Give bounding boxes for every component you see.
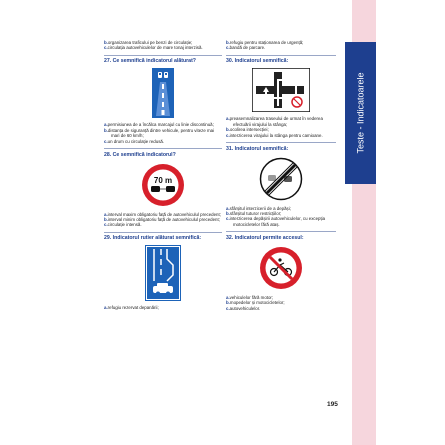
answer-option: b.refugiu pentru staționarea de urgență;	[226, 40, 304, 45]
separator	[104, 55, 222, 56]
answer-option: a.sfârșitul interzicerii de a depăși;	[226, 205, 291, 211]
answer-option: c.circulația autovehiculelor de mare tonaj interzisă.	[104, 45, 203, 51]
page-number: 195	[327, 401, 338, 408]
separator	[226, 231, 336, 232]
answer-option: c.interzicerea virajului la stânga pentru camioane.	[226, 132, 323, 138]
answer-option: a.vehiculelor fără motor;	[226, 294, 274, 300]
sign-distance-text: 70 m	[153, 175, 173, 185]
separator	[104, 148, 222, 149]
sign-q29	[104, 245, 222, 301]
answer-option: b.mopedelor și motocicletelor;	[226, 300, 285, 306]
separator	[104, 232, 222, 233]
sign-q27	[104, 68, 222, 118]
answer-option: a.preasemnalizarea traseului de urmat în vederea efectuării virajului la stânga;	[226, 116, 323, 127]
answer-option: b.interval minim obligatoriu față de autovehiculul precedent;	[104, 217, 220, 223]
end-no-overtaking-sign-icon	[258, 156, 304, 202]
question-title: 28. Ce semnifică indicatorul?	[104, 151, 176, 158]
separator	[226, 55, 336, 56]
separator	[226, 142, 336, 143]
answer-option: c.autovehiculelor.	[226, 305, 261, 311]
question-title: 30. Indicatorul semnifică:	[226, 58, 289, 65]
sign-q32	[226, 245, 336, 291]
no-motorcycles-sign-icon	[258, 245, 304, 291]
answer-option: a.permisiunea de a încălca marcajul cu linie discontinuă;	[104, 122, 214, 128]
answer-option: b.ocolirea intersecției;	[226, 127, 269, 133]
right-column	[226, 40, 336, 311]
answer-option: a.interval maxim obligatoriu față de autovehiculul precedent;	[104, 211, 221, 217]
answer-option: b.organizarea traficului pe benzi de circulație;	[104, 40, 193, 45]
route-diagram-sign-icon	[252, 68, 310, 112]
answer-option: a.refugiu rezervat depanării;	[104, 305, 159, 311]
answer-option: b.sfârșitul tuturor restricțiilor;	[226, 211, 282, 217]
section-tab-label: Teste - Indicatoarele	[355, 72, 366, 154]
sign-q30	[226, 68, 336, 112]
question-title: 32. Indicatorul permite accesul:	[226, 234, 304, 241]
emergency-lane-sign-icon	[145, 245, 181, 301]
sign-q31	[226, 156, 336, 202]
minimum-distance-sign-icon	[140, 162, 186, 208]
answer-option: b.distanța de siguranță dintre vehicule, pentru viteze mai mari de 60 km/h;	[104, 127, 215, 139]
left-column	[104, 40, 222, 311]
question-title: 27. Ce semnifică indicatorul alăturat?	[104, 58, 196, 65]
answer-option: c.bandă de parcare.	[226, 45, 266, 51]
sign-q28	[104, 162, 222, 208]
answer-option: c.un drum cu circulație redusă.	[104, 138, 165, 144]
answer-option: c.circulație intensă.	[104, 222, 142, 228]
section-tab	[345, 42, 376, 184]
answer-option: c.interzicerea depășirii autovehiculelor, cu excepția motocicletelor fără ataș.	[226, 216, 326, 227]
lane-marking-sign-icon	[152, 68, 174, 118]
question-title: 29. Indicatorul rutier alăturat semnifică:	[104, 235, 202, 242]
question-title: 31. Indicatorul semnifică:	[226, 145, 289, 152]
